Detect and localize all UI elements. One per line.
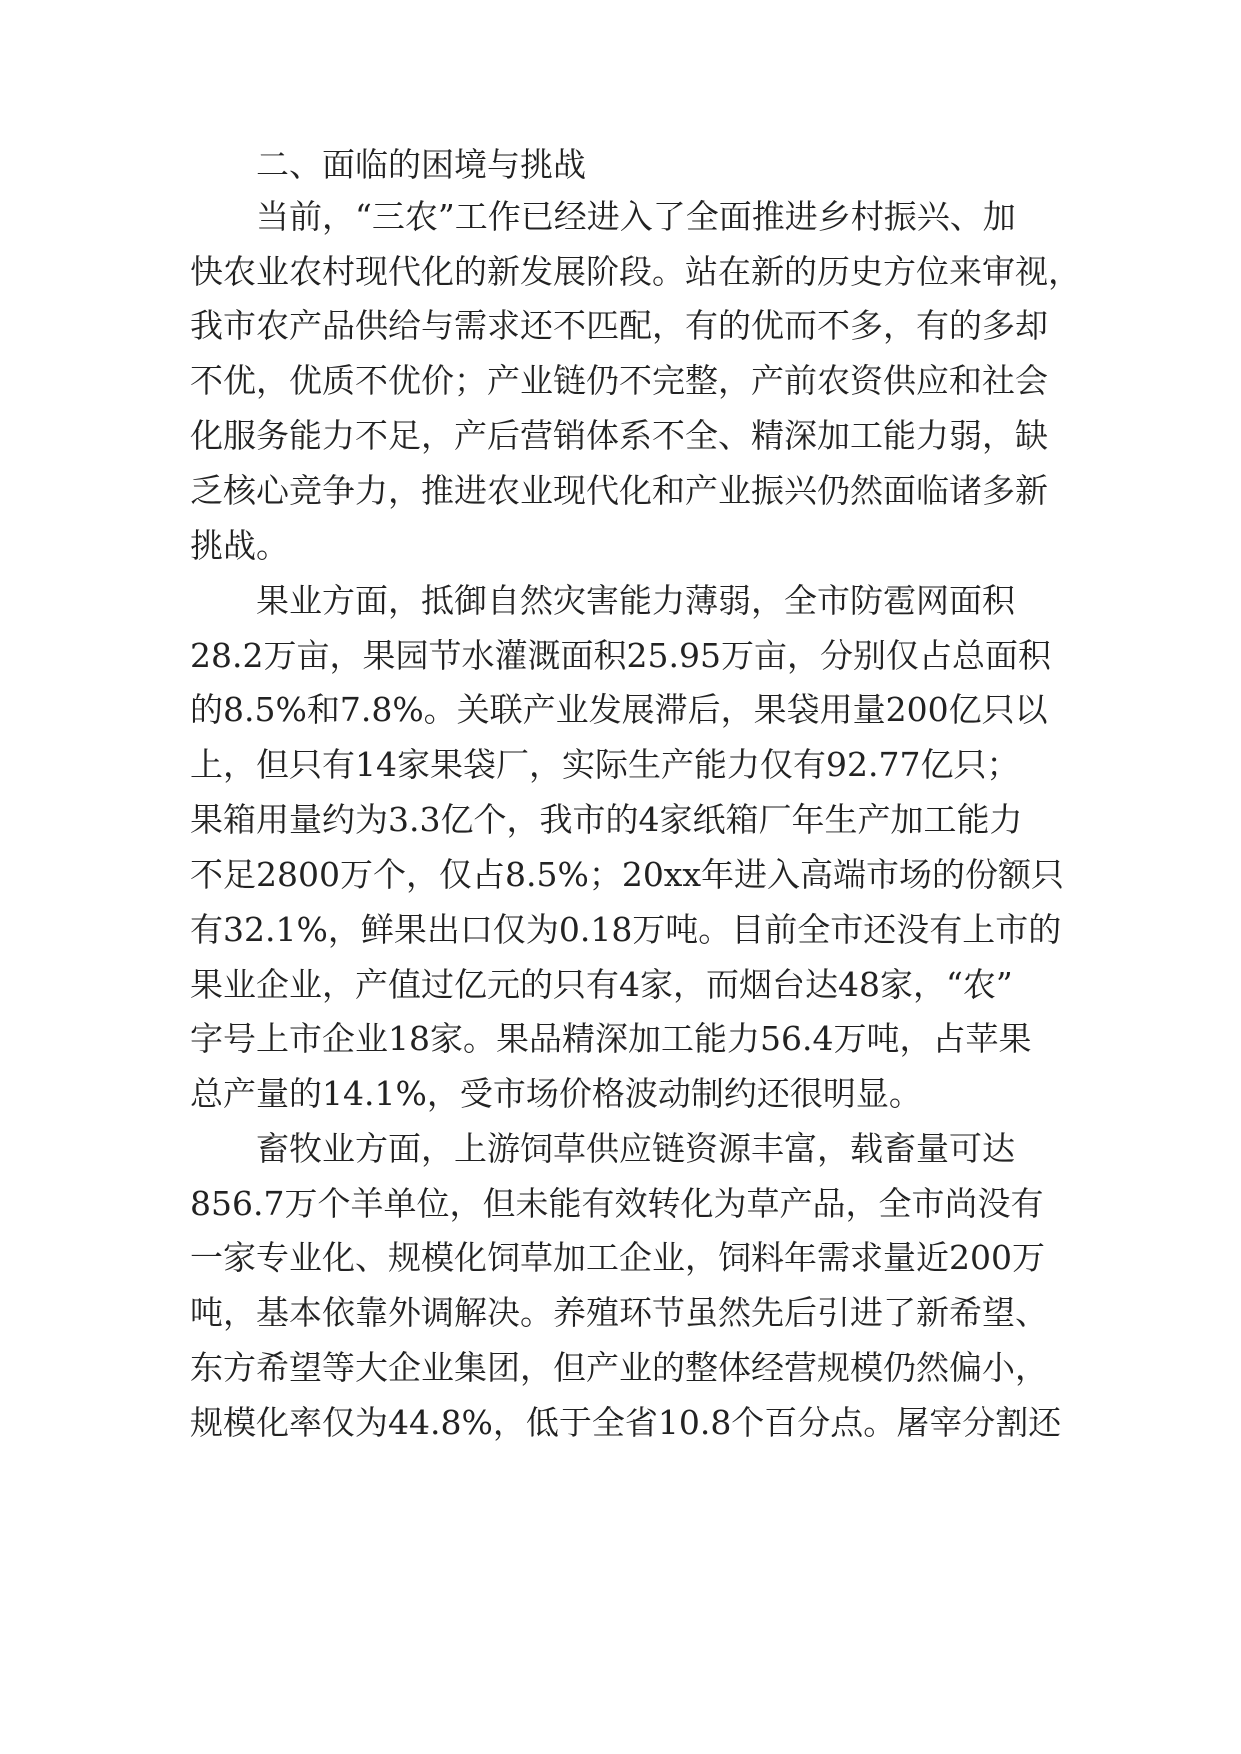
paragraph-1-line-2: 快农业农村现代化的新发展阶段。站在新的历史方位来审视， (190, 252, 1081, 291)
paragraph-2-line-9: 字号上市企业18家。果品精深加工能力56.4万吨，占苹果 (190, 1019, 1032, 1058)
paragraph-1-line-5: 化服务能力不足，产后营销体系不全、精深加工能力弱，缺 (190, 416, 1048, 455)
paragraph-1-line-7: 挑战。 (190, 526, 289, 565)
paragraph-3-line-5: 东方希望等大企业集团，但产业的整体经营规模仍然偏小， (190, 1348, 1048, 1387)
paragraph-3-line-3: 一家专业化、规模化饲草加工企业，饲料年需求量近200万 (190, 1238, 1045, 1277)
paragraph-3-line-1: 畜牧业方面，上游饲草供应链资源丰富，载畜量可达 (256, 1129, 1015, 1168)
paragraph-1-line-6: 乏核心竞争力，推进农业现代化和产业振兴仍然面临诸多新 (190, 471, 1048, 510)
paragraph-2-line-2: 28.2万亩，果园节水灌溉面积25.95万亩，分别仅占总面积 (190, 636, 1051, 675)
paragraph-3-line-6: 规模化率仅为44.8%，低于全省10.8个百分点。屠宰分割还 (190, 1403, 1062, 1442)
paragraph-2-line-5: 果箱用量约为3.3亿个，我市的4家纸箱厂年生产加工能力 (190, 800, 1023, 839)
paragraph-2-line-7: 有32.1%，鲜果出口仅为0.18万吨。目前全市还没有上市的 (190, 910, 1062, 949)
paragraph-2-line-10: 总产量的14.1%，受市场价格波动制约还很明显。 (190, 1074, 922, 1113)
paragraph-1-line-3: 我市农产品供给与需求还不匹配，有的优而不多，有的多却 (190, 306, 1048, 345)
paragraph-2-line-1: 果业方面，抵御自然灾害能力薄弱，全市防雹网面积 (256, 581, 1015, 620)
paragraph-1-line-4: 不优，优质不优价；产业链仍不完整，产前农资供应和社会 (190, 361, 1048, 400)
paragraph-2-line-6: 不足2800万个，仅占8.5%；20xx年进入高端市场的份额只 (190, 855, 1065, 894)
paragraph-1-line-1: 当前，“三农”工作已经进入了全面推进乡村振兴、加 (256, 197, 1016, 236)
paragraph-3-line-2: 856.7万个羊单位，但未能有效转化为草产品，全市尚没有 (190, 1184, 1044, 1223)
paragraph-3-line-4: 吨，基本依靠外调解决。养殖环节虽然先后引进了新希望、 (190, 1293, 1048, 1332)
section-heading: 二、面临的困境与挑战 (256, 145, 586, 184)
paragraph-2-line-8: 果业企业，产值过亿元的只有4家，而烟台达48家，“农” (190, 965, 1013, 1004)
paragraph-2-line-4: 上，但只有14家果袋厂，实际生产能力仅有92.77亿只； (190, 745, 1020, 784)
paragraph-2-line-3: 的8.5%和7.8%。关联产业发展滞后，果袋用量200亿只以 (190, 690, 1048, 729)
